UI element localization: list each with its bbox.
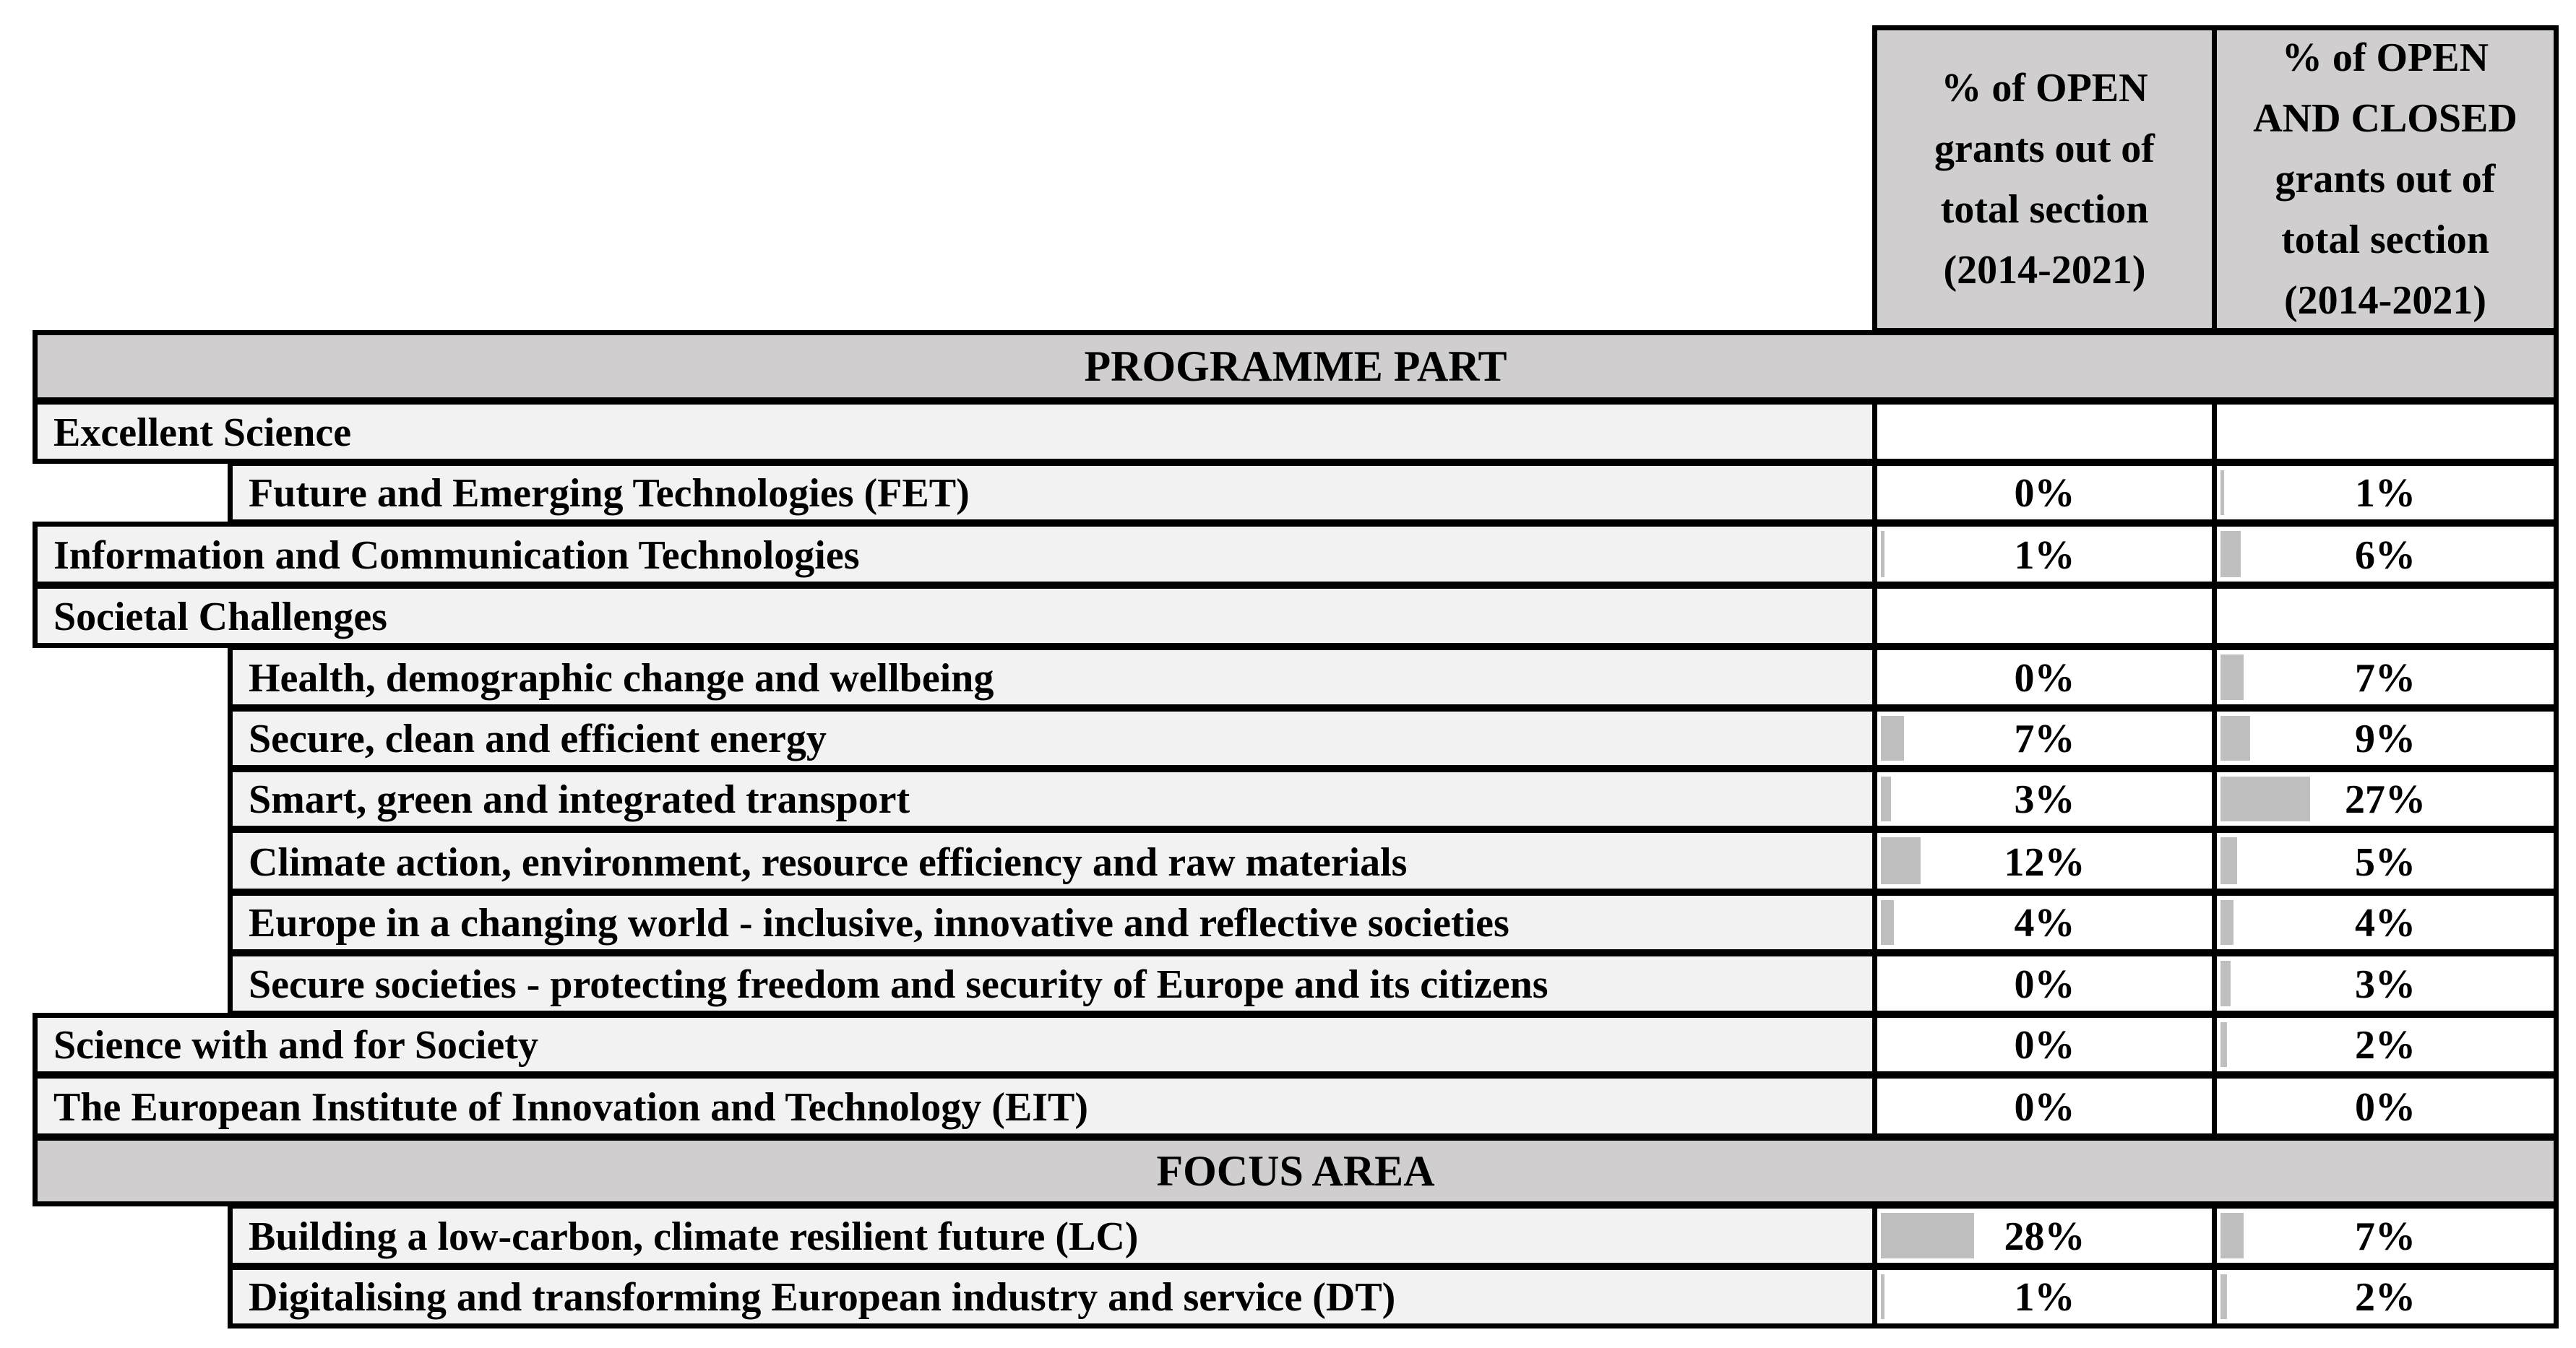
open-value-cell [1872, 1013, 2217, 1076]
value-text: 0% [2355, 1085, 2416, 1130]
row-label [33, 522, 1877, 587]
header-line: % of OPEN [1941, 66, 2148, 111]
value-text: 27% [2345, 777, 2426, 822]
open-value-cell [1872, 461, 2217, 524]
row-label [228, 828, 1877, 894]
open-value-cell [1872, 522, 2217, 587]
row-label [33, 399, 1877, 464]
value-text: 7% [2355, 1214, 2416, 1259]
value-text: 1% [2014, 533, 2075, 578]
value-text: 0% [2014, 656, 2075, 701]
row-label [228, 645, 1877, 709]
value-text: 3% [2014, 777, 2075, 822]
value-text: 0% [2014, 1085, 2075, 1130]
value-text: 2% [2355, 1275, 2416, 1320]
data-bar [1881, 1274, 1884, 1319]
open-closed-value-cell [2212, 1265, 2559, 1328]
value-text: 1% [2014, 1275, 2075, 1320]
header-line: total section [2281, 217, 2489, 262]
header-open-closed-text [2253, 27, 2517, 331]
row-label-text: Smart, green and integrated transport [249, 777, 910, 822]
open-value-cell [1872, 584, 2217, 648]
data-bar [1881, 900, 1894, 945]
row-label [228, 891, 1877, 954]
data-bar [2220, 1274, 2227, 1319]
row-label-text: Science with and for Society [53, 1023, 538, 1068]
open-closed-value-cell [2212, 584, 2559, 648]
row-label [228, 951, 1877, 1016]
open-value-cell [1872, 707, 2217, 770]
value-text: 5% [2355, 840, 2416, 885]
data-bar [2220, 837, 2237, 884]
open-closed-value-cell [2212, 891, 2559, 954]
open-value-cell [1872, 951, 2217, 1016]
open-value-cell [1872, 1204, 2217, 1268]
value-text: 7% [2355, 656, 2416, 701]
data-bar [2220, 1022, 2227, 1067]
row-label-text: Secure, clean and efficient energy [249, 717, 827, 761]
data-bar [1881, 837, 1921, 884]
header-line: % of OPEN [2281, 35, 2489, 80]
row-label [33, 1013, 1877, 1076]
open-value-cell [1872, 828, 2217, 894]
header-open [1872, 25, 2217, 333]
open-value-cell [1872, 1265, 2217, 1328]
data-bar [2220, 1213, 2244, 1258]
data-bar [1881, 531, 1884, 577]
data-bar [2220, 777, 2310, 821]
open-closed-value-cell [2212, 399, 2559, 464]
open-value-cell [1872, 645, 2217, 709]
open-closed-value-cell [2212, 522, 2559, 587]
row-label-text: Climate action, environment, resource efficiency and raw materials [249, 840, 1408, 885]
value-text: 9% [2355, 717, 2416, 761]
value-text: 7% [2014, 717, 2075, 761]
data-bar [2220, 654, 2244, 700]
value-text: 0% [2014, 962, 2075, 1007]
row-label [228, 1204, 1877, 1268]
data-bar [2220, 531, 2241, 577]
open-value-cell [1872, 767, 2217, 831]
value-text: 0% [2014, 1023, 2075, 1068]
header-line: grants out of [2275, 157, 2496, 202]
header-line: grants out of [1934, 126, 2155, 171]
row-label-text: Secure societies - protecting freedom and security of Europe and its citizens [249, 962, 1548, 1007]
value-text: 1% [2355, 471, 2416, 516]
header-line: AND CLOSED [2253, 96, 2517, 141]
header-line: (2014-2021) [1943, 248, 2146, 293]
row-label [228, 1265, 1877, 1328]
value-text: 12% [2004, 840, 2085, 885]
open-value-cell [1872, 891, 2217, 954]
value-text: 3% [2355, 962, 2416, 1007]
row-label [228, 707, 1877, 770]
data-bar [1881, 1213, 1974, 1258]
row-label-text: Health, demographic change and wellbeing [249, 656, 994, 701]
open-closed-value-cell [2212, 767, 2559, 831]
open-value-cell [1872, 1073, 2217, 1139]
row-label-text: Digitalising and transforming European industry and service (DT) [249, 1275, 1396, 1320]
row-label [228, 461, 1877, 524]
row-label-text: Future and Emerging Technologies (FET) [249, 471, 970, 516]
header-open-closed [2212, 25, 2559, 333]
row-label [33, 1073, 1877, 1139]
open-closed-value-cell [2212, 828, 2559, 894]
row-label [33, 584, 1877, 648]
value-text: 6% [2355, 533, 2416, 578]
open-closed-value-cell [2212, 951, 2559, 1016]
header-open-text [1934, 58, 2155, 301]
data-bar [2220, 900, 2233, 945]
open-closed-value-cell [2212, 1013, 2559, 1076]
data-bar [2220, 961, 2231, 1006]
header-line: total section [1940, 187, 2149, 232]
section-header: FOCUS AREA [33, 1136, 2559, 1206]
open-closed-value-cell [2212, 707, 2559, 770]
open-closed-value-cell [2212, 461, 2559, 524]
row-label-text: The European Institute of Innovation and Technology (EIT) [53, 1085, 1088, 1130]
value-text: 28% [2004, 1214, 2085, 1259]
value-text: 0% [2014, 471, 2075, 516]
value-text: 4% [2014, 901, 2075, 946]
value-text: 2% [2355, 1023, 2416, 1068]
value-text: 4% [2355, 901, 2416, 946]
data-bar [2220, 470, 2224, 515]
section-header: PROGRAMME PART [33, 330, 2559, 402]
data-bar [2220, 716, 2250, 761]
open-closed-value-cell [2212, 1073, 2559, 1139]
open-value-cell [1872, 399, 2217, 464]
header-line: (2014-2021) [2284, 278, 2486, 323]
open-closed-value-cell [2212, 1204, 2559, 1268]
row-label [228, 767, 1877, 831]
row-label-text: Europe in a changing world - inclusive, innovative and reflective societies [249, 901, 1509, 946]
data-bar [1881, 716, 1904, 761]
data-bar [1881, 777, 1891, 821]
row-label-text: Building a low-carbon, climate resilient future (LC) [249, 1214, 1139, 1259]
row-label-text: Excellent Science [53, 410, 352, 455]
row-label-text: Information and Communication Technologies [53, 533, 860, 578]
open-closed-value-cell [2212, 645, 2559, 709]
row-label-text: Societal Challenges [53, 595, 387, 639]
